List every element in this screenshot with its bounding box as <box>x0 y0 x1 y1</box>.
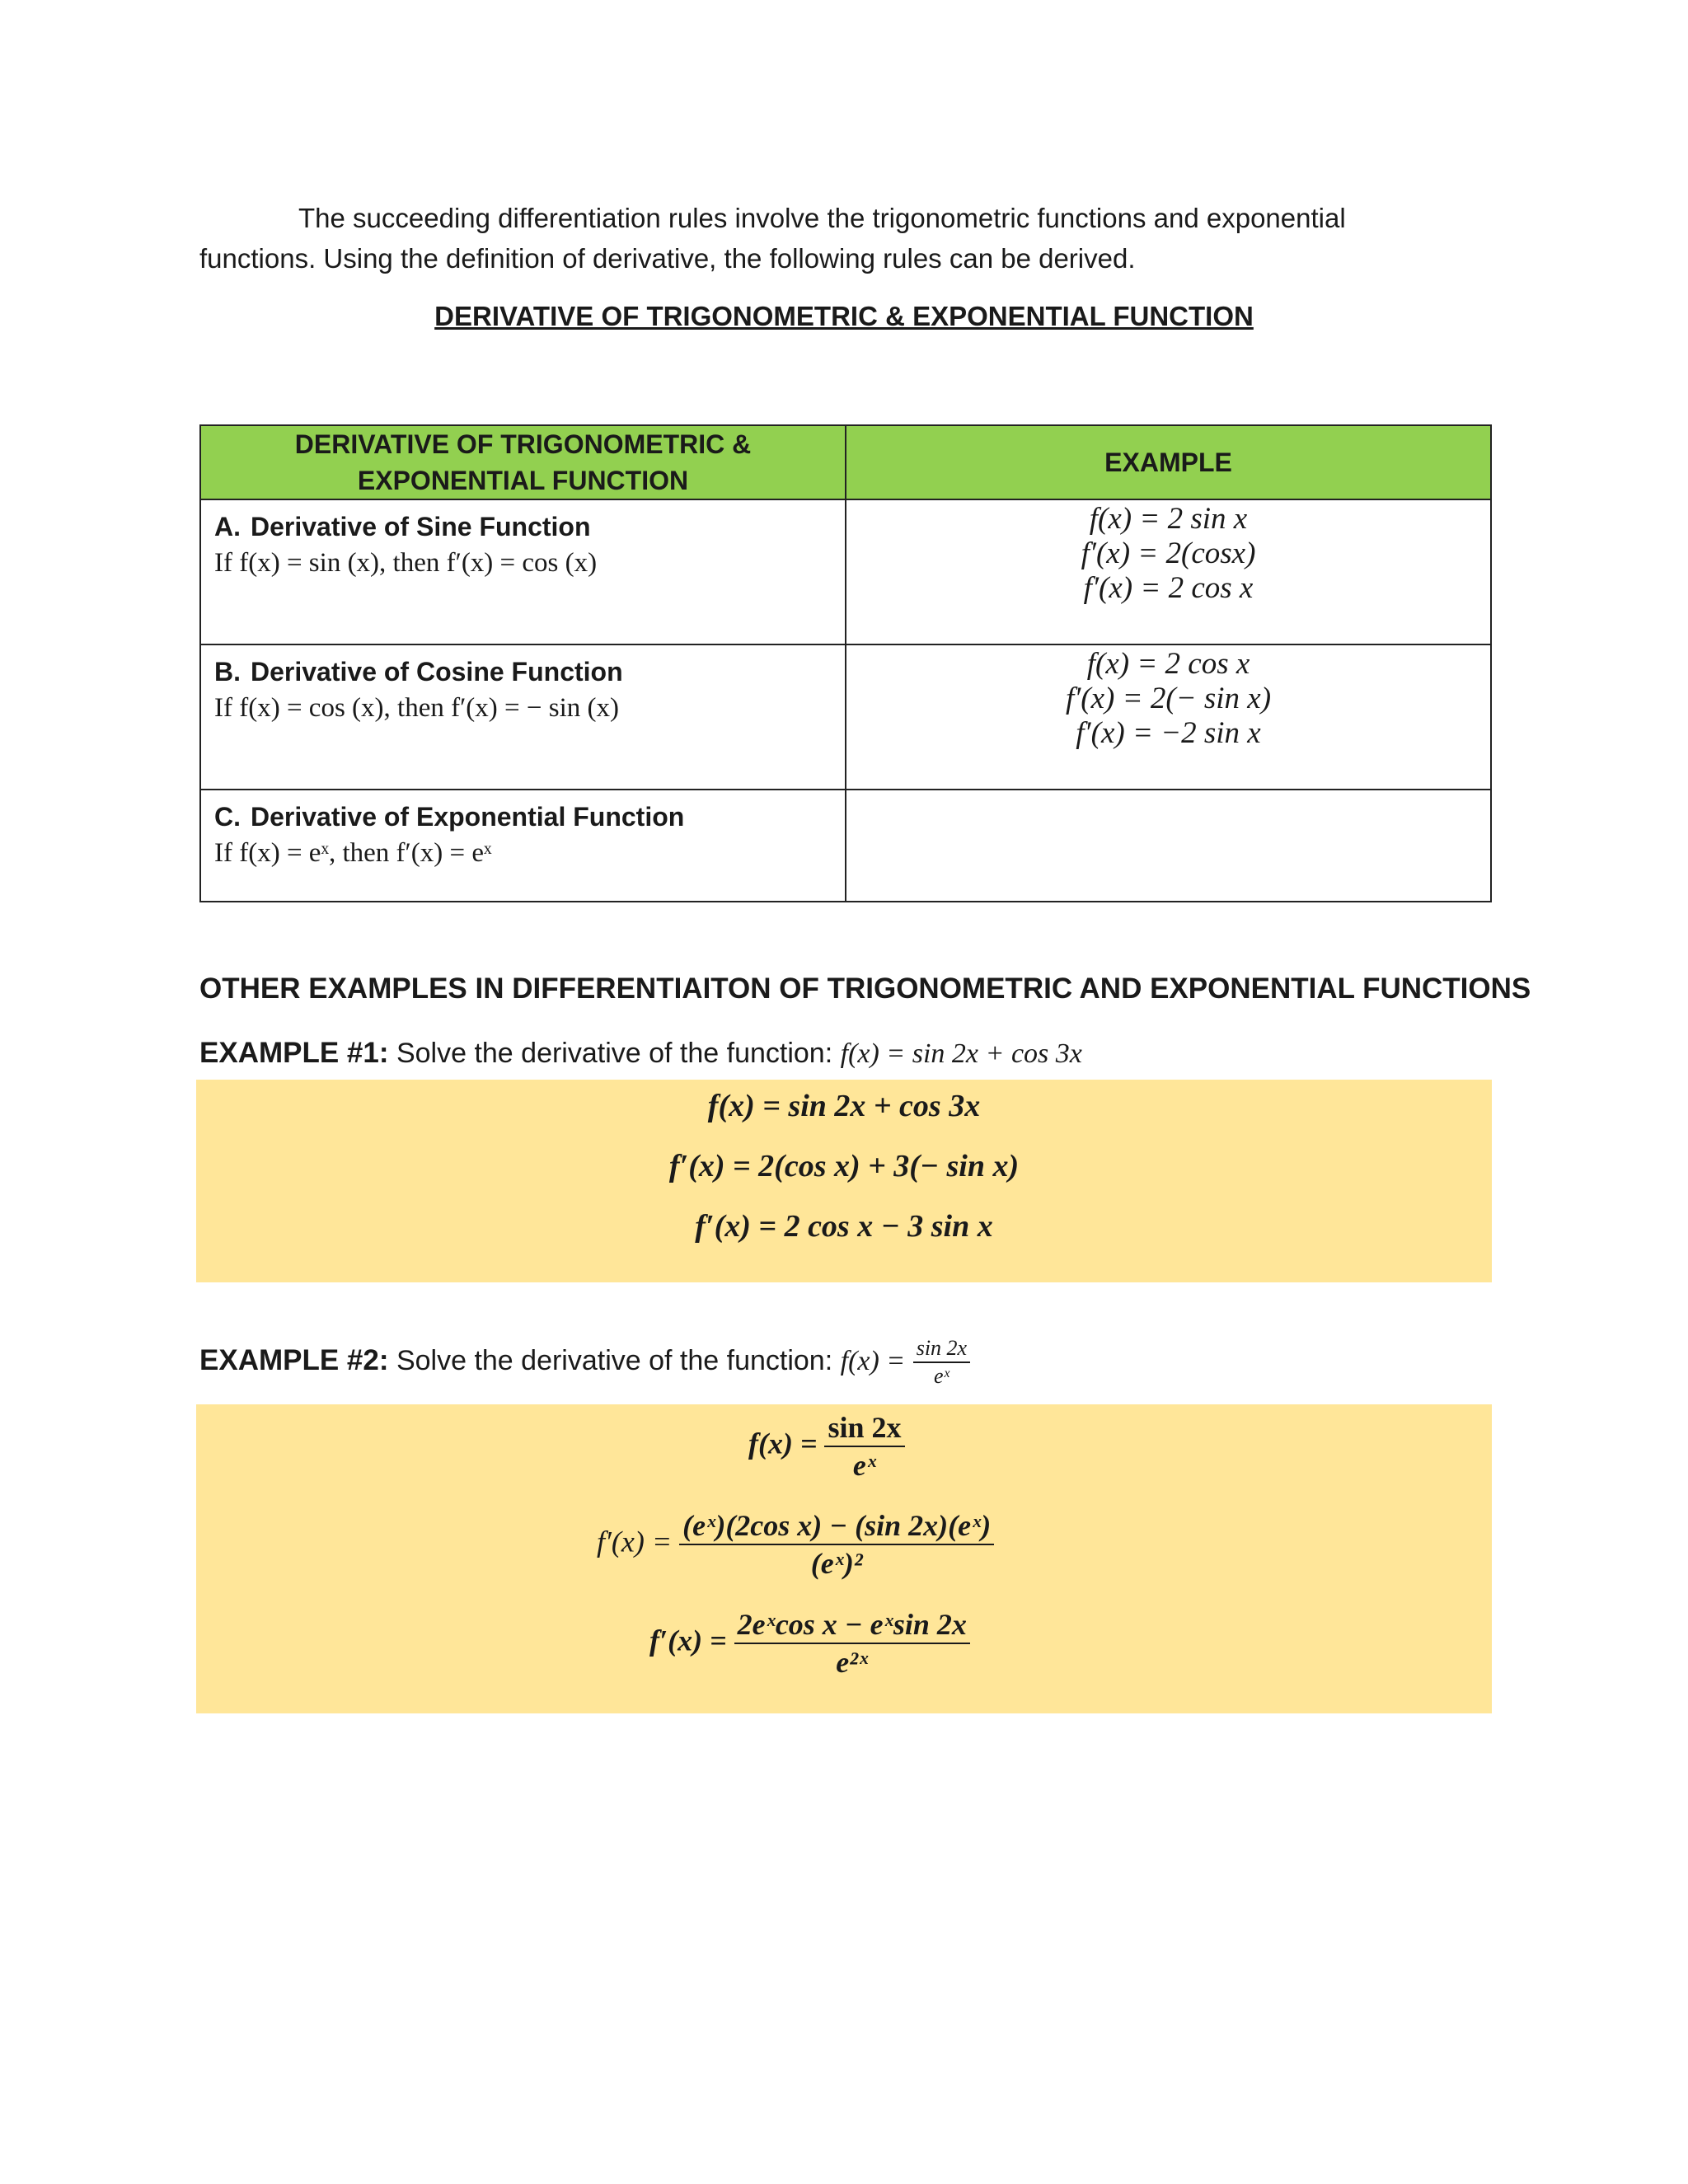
solution-line: f′(x) = 2 cos x − 3 sin x <box>695 1209 993 1244</box>
example-1-solution <box>196 1080 1492 1282</box>
fraction-numerator: sin 2x <box>824 1409 904 1447</box>
table-row <box>200 499 1491 644</box>
step-lhs: f(x) = <box>748 1427 818 1460</box>
example-1-prompt: Solve the derivative of the function: <box>396 1038 833 1069</box>
example-2-function-fraction <box>913 1335 970 1390</box>
rule-cell-a <box>200 499 846 644</box>
solution-step-2 <box>597 1507 994 1582</box>
example-cell-b <box>846 644 1491 790</box>
table-header-row <box>200 425 1491 499</box>
header-example: EXAMPLE <box>846 425 1491 499</box>
rule-title-a: A. Derivative of Sine Function <box>214 512 591 541</box>
fraction-denominator: eˣ <box>933 1364 950 1388</box>
rule-text-a: If f(x) = sin (x), then f′(x) = cos (x) <box>214 548 598 578</box>
header-rules-line-1: DERIVATIVE OF TRIGONOMETRIC & <box>294 429 752 459</box>
example-2-prompt: Solve the derivative of the function: <box>396 1344 833 1376</box>
example-line: f′(x) = −2 sin x <box>1076 716 1261 750</box>
other-examples-heading: OTHER EXAMPLES IN DIFFERENTIAITON OF TRIGONOMETRIC AND EXPONENTIAL FUNCTIONS <box>199 972 1531 1005</box>
rule-text-c: If f(x) = eˣ, then f′(x) = eˣ <box>214 838 492 868</box>
step-lhs: f′(x) = <box>597 1525 673 1558</box>
step-fraction <box>679 1507 994 1582</box>
header-rules <box>200 425 846 499</box>
example-1-question <box>199 1037 1082 1070</box>
example-cell-a <box>846 499 1491 644</box>
table-row <box>200 644 1491 790</box>
example-1-function: f(x) = sin 2x + cos 3x <box>840 1038 1082 1069</box>
example-line: f(x) = 2 sin x <box>1089 502 1248 536</box>
rule-title-b: B. Derivative of Cosine Function <box>214 657 623 687</box>
example-line: f′(x) = 2(− sin x) <box>1065 682 1272 715</box>
solution-step-1 <box>748 1409 905 1483</box>
example-2-question <box>199 1335 970 1390</box>
example-line: f′(x) = 2(cosx) <box>1081 537 1256 570</box>
rules-table <box>199 424 1492 902</box>
example-line: f′(x) = 2 cos x <box>1083 571 1254 605</box>
intro-line-1: The succeeding differentiation rules involve the trigonometric functions and exponential <box>298 203 1346 233</box>
rule-text-b: If f(x) = cos (x), then f′(x) = − sin (x) <box>214 693 619 723</box>
solution-line: f(x) = sin 2x + cos 3x <box>707 1089 981 1123</box>
fraction-numerator: (eˣ)(2cos x) − (sin 2x)(eˣ) <box>679 1507 994 1545</box>
example-2-label: EXAMPLE #2: <box>199 1343 389 1376</box>
example-line: f(x) = 2 cos x <box>1086 647 1250 681</box>
example-1-label: EXAMPLE #1: <box>199 1037 389 1069</box>
solution-step-3 <box>649 1606 970 1680</box>
step-fraction <box>824 1409 904 1483</box>
step-lhs: f′(x) = <box>649 1624 727 1657</box>
table-row <box>200 790 1491 902</box>
fraction-denominator: (eˣ)² <box>810 1547 863 1580</box>
rule-cell-c <box>200 790 846 902</box>
header-rules-line-2: EXPONENTIAL FUNCTION <box>357 466 689 495</box>
example-2-function-lhs: f(x) = <box>840 1345 906 1376</box>
fraction-denominator: e²ˣ <box>836 1646 869 1679</box>
step-fraction <box>734 1606 970 1680</box>
fraction-numerator: sin 2x <box>913 1335 970 1363</box>
intro-line-2: functions. Using the definition of derivative, the following rules can be derived. <box>199 243 1136 274</box>
intro-paragraph <box>199 198 1489 279</box>
example-cell-c <box>846 790 1491 902</box>
example-2-solution <box>196 1404 1492 1713</box>
fraction-numerator: 2eˣcos x − eˣsin 2x <box>734 1606 970 1644</box>
rule-cell-b <box>200 644 846 790</box>
solution-line: f′(x) = 2(cos x) + 3(− sin x) <box>668 1149 1020 1183</box>
main-title: DERIVATIVE OF TRIGONOMETRIC & EXPONENTIAL FUNCTION <box>434 301 1254 331</box>
fraction-denominator: eˣ <box>852 1449 877 1482</box>
rule-title-c: C. Derivative of Exponential Function <box>214 802 685 832</box>
